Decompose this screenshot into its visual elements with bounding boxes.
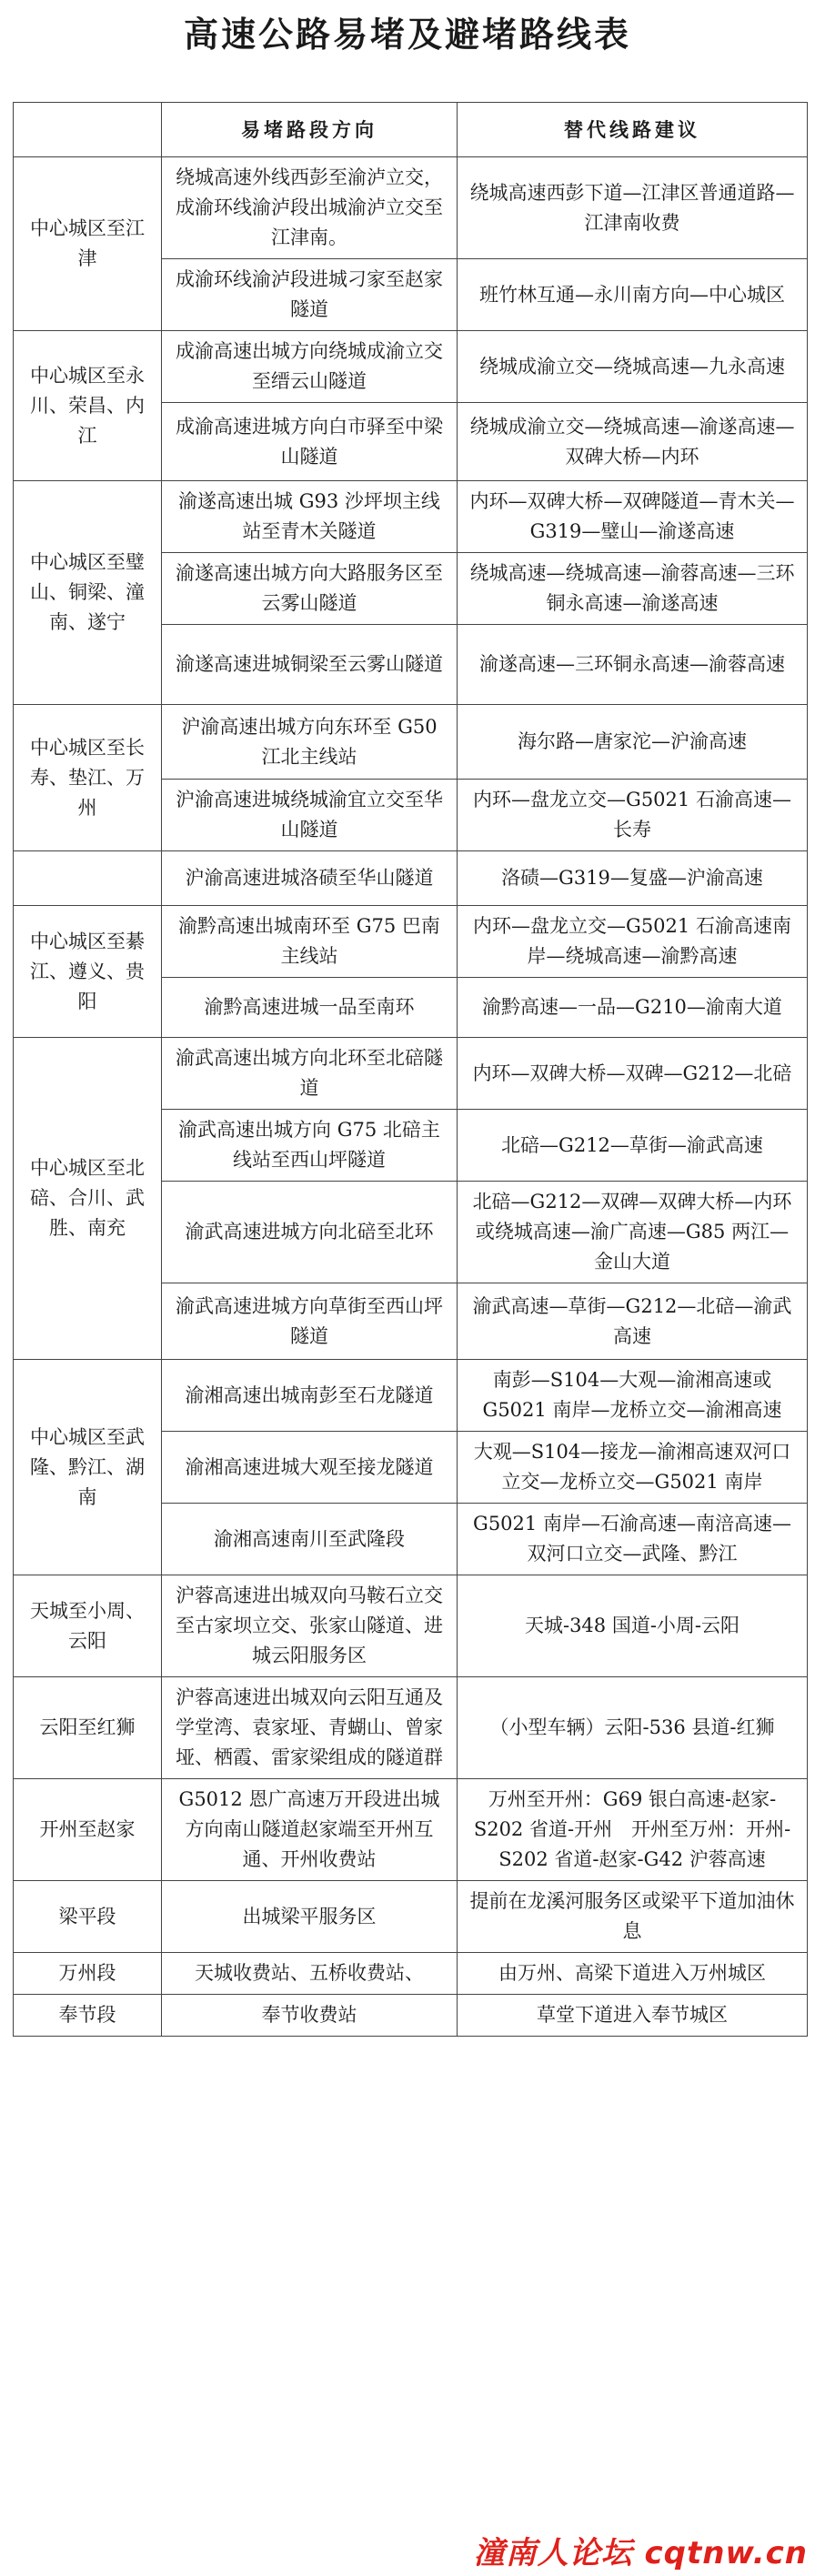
table-row: [14, 1575, 808, 1677]
alternative-cell: G5021 南岸—石渝高速—南涪高速—双河口立交—武隆、黔江: [458, 1504, 808, 1575]
segment-cell: 沪渝高速进城绕城渝宜立交至华山隧道: [162, 780, 458, 851]
segment-cell: 渝遂高速出城方向大路服务区至云雾山隧道: [162, 553, 458, 625]
alternative-cell: 绕城高速—绕城高速—渝蓉高速—三环铜永高速—渝遂高速: [458, 553, 808, 625]
segment-cell: 成渝高速进城方向白市驿至中梁山隧道: [162, 403, 458, 481]
route-table: [13, 102, 808, 2037]
alternative-cell: 南彭—S104—大观—渝湘高速或G5021 南岸—龙桥立交—渝湘高速: [458, 1360, 808, 1432]
alternative-cell: 渝黔高速—一品—G210—渝南大道: [458, 978, 808, 1038]
segment-cell: 成渝环线渝泸段进城刁家至赵家隧道: [162, 259, 458, 331]
segment-cell: 成渝高速出城方向绕城成渝立交至缙云山隧道: [162, 331, 458, 403]
segment-cell: 渝黔高速进城一品至南环: [162, 978, 458, 1038]
header-empty: [14, 103, 162, 157]
alternative-cell: 内环—双碑大桥—双碑—G212—北碚: [458, 1038, 808, 1110]
segment-cell: 渝湘高速出城南彭至石龙隧道: [162, 1360, 458, 1432]
table-row: [14, 906, 808, 978]
segment-cell: 渝武高速进城方向草街至西山坪隧道: [162, 1283, 458, 1360]
region-cell: 梁平段: [14, 1881, 162, 1953]
region-cell: 中心城区至长寿、垫江、万州: [14, 705, 162, 851]
region-cell: 中心城区至江津: [14, 157, 162, 331]
region-cell: 万州段: [14, 1953, 162, 1995]
alternative-cell: 绕城高速西彭下道—江津区普通道路—江津南收费: [458, 157, 808, 259]
segment-cell: 沪渝高速进城洛碛至华山隧道: [162, 851, 458, 906]
alternative-cell: 提前在龙溪河服务区或梁平下道加油休息: [458, 1881, 808, 1953]
alternative-cell: 草堂下道进入奉节城区: [458, 1995, 808, 2037]
alternative-cell: （小型车辆）云阳-536 县道-红狮: [458, 1677, 808, 1779]
region-cell: 中心城区至武隆、黔江、湖南: [14, 1360, 162, 1575]
region-cell: 奉节段: [14, 1995, 162, 2037]
table-row: [14, 1881, 808, 1953]
alternative-cell: 内环—盘龙立交—G5021 石渝高速南岸—绕城高速—渝黔高速: [458, 906, 808, 978]
table-row: [14, 1038, 808, 1110]
region-cell: 中心城区至北碚、合川、武胜、南充: [14, 1038, 162, 1360]
segment-cell: 绕城高速外线西彭至渝泸立交，成渝环线渝泸段出城渝泸立交至江津南。: [162, 157, 458, 259]
alternative-cell: 洛碛—G319—复盛—沪渝高速: [458, 851, 808, 906]
segment-cell: 渝武高速出城方向 G75 北碚主线站至西山坪隧道: [162, 1110, 458, 1182]
table-row: [14, 481, 808, 553]
table-row: [14, 1360, 808, 1432]
table-row: [14, 1995, 808, 2037]
table-row: [14, 705, 808, 780]
table-row: [14, 331, 808, 403]
table-header-row: [14, 103, 808, 157]
region-cell: 云阳至红狮: [14, 1677, 162, 1779]
segment-cell: 渝武高速进城方向北碚至北环: [162, 1182, 458, 1283]
alternative-cell: 班竹林互通—永川南方向—中心城区: [458, 259, 808, 331]
alternative-cell: 由万州、高梁下道进入万州城区: [458, 1953, 808, 1995]
segment-cell: 沪蓉高速进出城双向马鞍石立交至古家坝立交、张家山隧道、进城云阳服务区: [162, 1575, 458, 1677]
alternative-cell: 渝遂高速—三环铜永高速—渝蓉高速: [458, 625, 808, 705]
segment-cell: 天城收费站、五桥收费站、: [162, 1953, 458, 1995]
header-segment: 易堵路段方向: [162, 103, 458, 157]
alternative-cell: 内环—盘龙立交—G5021 石渝高速—长寿: [458, 780, 808, 851]
header-alternative: 替代线路建议: [458, 103, 808, 157]
segment-cell: 奉节收费站: [162, 1995, 458, 2037]
segment-cell: 渝遂高速进城铜梁至云雾山隧道: [162, 625, 458, 705]
segment-cell: 渝湘高速进城大观至接龙隧道: [162, 1432, 458, 1504]
segment-cell: 渝湘高速南川至武隆段: [162, 1504, 458, 1575]
region-cell: 中心城区至璧山、铜梁、潼南、遂宁: [14, 481, 162, 705]
alternative-cell: 天城-348 国道-小周-云阳: [458, 1575, 808, 1677]
table-row: [14, 1779, 808, 1881]
segment-cell: 沪渝高速出城方向东环至 G50 江北主线站: [162, 705, 458, 780]
alternative-cell: 海尔路—唐家沱—沪渝高速: [458, 705, 808, 780]
alternative-cell: 内环—双碑大桥—双碑隧道—青木关—G319—璧山—渝遂高速: [458, 481, 808, 553]
alternative-cell: 渝武高速—草街—G212—北碚—渝武高速: [458, 1283, 808, 1360]
region-cell: 中心城区至綦江、遵义、贵阳: [14, 906, 162, 1038]
table-row: [14, 851, 808, 906]
alternative-cell: 北碚—G212—双碑—双碑大桥—内环或绕城高速—渝广高速—G85 两江—金山大道: [458, 1182, 808, 1283]
alternative-cell: 绕城成渝立交—绕城高速—九永高速: [458, 331, 808, 403]
segment-cell: 出城梁平服务区: [162, 1881, 458, 1953]
table-row: [14, 1953, 808, 1995]
segment-cell: 渝遂高速出城 G93 沙坪坝主线站至青木关隧道: [162, 481, 458, 553]
region-cell: 开州至赵家: [14, 1779, 162, 1881]
alternative-cell: 万州至开州：G69 银白高速-赵家-S202 省道-开州 开州至万州：开州-S202 省道-赵家-G42 沪蓉高速: [458, 1779, 808, 1881]
region-cell: [14, 851, 162, 906]
alternative-cell: 北碚—G212—草街—渝武高速: [458, 1110, 808, 1182]
region-cell: 中心城区至永川、荣昌、内江: [14, 331, 162, 481]
table-row: [14, 1677, 808, 1779]
segment-cell: 渝武高速出城方向北环至北碚隧道: [162, 1038, 458, 1110]
region-cell: 天城至小周、云阳: [14, 1575, 162, 1677]
watermark: 潼南人论坛 cqtnw.cn: [473, 2535, 808, 2571]
segment-cell: G5012 恩广高速万开段进出城方向南山隧道赵家端至开州互通、开州收费站: [162, 1779, 458, 1881]
page-title: 高速公路易堵及避堵路线表: [183, 14, 631, 55]
segment-cell: 渝黔高速出城南环至 G75 巴南主线站: [162, 906, 458, 978]
table-row: [14, 157, 808, 259]
segment-cell: 沪蓉高速进出城双向云阳互通及学堂湾、袁家垭、青蝴山、曾家垭、栖霞、雷家梁组成的隧道群: [162, 1677, 458, 1779]
alternative-cell: 大观—S104—接龙—渝湘高速双河口立交—龙桥立交—G5021 南岸: [458, 1432, 808, 1504]
alternative-cell: 绕城成渝立交—绕城高速—渝遂高速—双碑大桥—内环: [458, 403, 808, 481]
